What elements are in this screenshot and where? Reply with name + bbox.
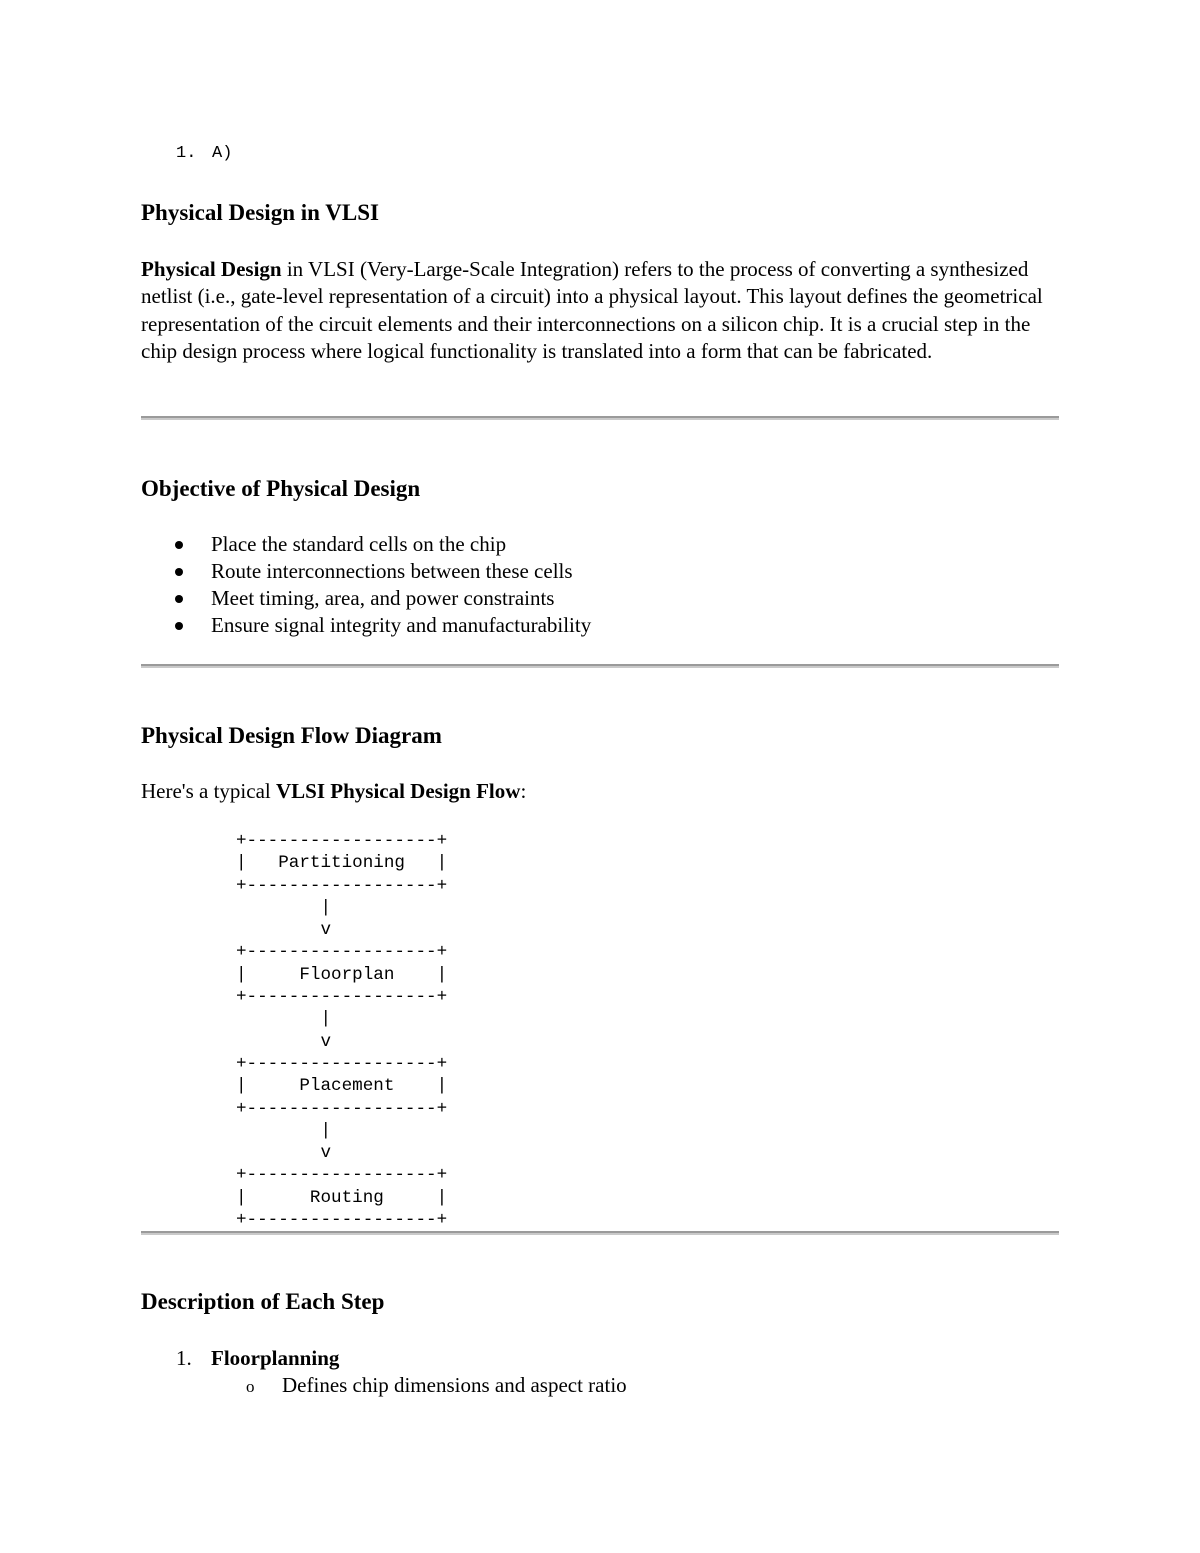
heading-description: Description of Each Step [141,1289,385,1314]
flow-box: | Routing | [236,1187,448,1208]
heading-objective: Objective of Physical Design [141,476,421,501]
arrow-stem-glyph: | [320,897,332,918]
bullet-dot-icon [175,541,183,549]
arrow-down-icon: v [320,1143,332,1164]
flow-intro [141,778,1071,805]
flow-box-border: +------------------+ [236,1098,448,1119]
flow-step-label: Partitioning [278,853,405,874]
bullet-dot-icon [175,595,183,603]
flow-box-border: +------------------+ [236,1210,448,1231]
horizontal-rule [141,664,1059,668]
flow-box: | Placement | [236,1076,448,1097]
objective-item [141,585,591,612]
intro-body: in VLSI (Very-Large-Scale Integration) refers to the process of converting a synthesized netlist (i.e., gate-level representation of a circuit) into a physical layout. This layout defines the geometrical representation of the circuit elements and their interconnections on a silicon chip. It is a crucial step in the chip design process where logical functionality is translated into a form that can be fabricated. [141,257,1043,363]
heading-flow-diagram: Physical Design Flow Diagram [141,723,442,748]
intro-lead-term: Physical Design [141,257,282,281]
flow-arrow-head [236,1032,331,1052]
arrow-stem-glyph: | [320,1009,332,1030]
objective-item [141,531,591,558]
objective-item-text: Ensure signal integrity and manufacturability [211,613,592,637]
intro-paragraph [141,256,1071,365]
flow-box-border: +------------------+ [236,942,448,963]
flow-arrow-stem [236,1121,331,1141]
flow-arrow-stem [236,1009,331,1029]
flow-arrow-head [236,920,331,940]
flow-box-border: +------------------+ [236,987,448,1008]
arrow-down-icon: v [320,920,332,941]
flow-intro-suffix: : [520,779,527,803]
flow-step-label: Routing [309,1187,384,1208]
objective-item-text: Meet timing, area, and power constraints [211,586,555,610]
step-subpoint-text: Defines chip dimensions and aspect ratio [282,1373,627,1397]
objective-item [141,612,591,639]
objective-item-text: Route interconnections between these cells [211,559,573,583]
horizontal-rule [141,416,1059,420]
flow-diagram [236,830,447,1231]
question-part: A) [212,144,233,163]
question-number: 1. [176,144,197,163]
objective-list [141,531,591,639]
flow-box: | Floorplan | [236,964,448,985]
flow-arrow-stem [236,898,331,918]
step-number: 1. [176,1346,192,1370]
flow-intro-bold: VLSI Physical Design Flow [275,779,521,803]
horizontal-rule [141,1231,1059,1235]
step-item-floorplanning [176,1345,339,1372]
step-title: Floorplanning [211,1346,340,1370]
arrow-stem-glyph: | [320,1120,332,1141]
step-subpoint [246,1372,627,1400]
heading-physical-design: Physical Design in VLSI [141,200,379,225]
bullet-dot-icon [175,622,183,630]
bullet-dot-icon [175,568,183,576]
flow-box-border: +------------------+ [236,1053,448,1074]
flow-box-border: +------------------+ [236,875,448,896]
flow-box-border: +------------------+ [236,831,448,851]
objective-item [141,558,591,585]
flow-intro-prefix: Here's a typical [141,779,276,803]
objective-item-text: Place the standard cells on the chip [211,532,507,556]
flow-box-border: +------------------+ [236,1165,448,1186]
flow-step-label: Floorplan [299,964,395,985]
flow-arrow-head [236,1143,331,1163]
circle-bullet-icon: o [246,1377,255,1396]
arrow-down-icon: v [320,1031,332,1052]
question-label [176,143,232,165]
flow-box: | Partitioning | [236,853,448,874]
flow-step-label: Placement [299,1076,395,1097]
